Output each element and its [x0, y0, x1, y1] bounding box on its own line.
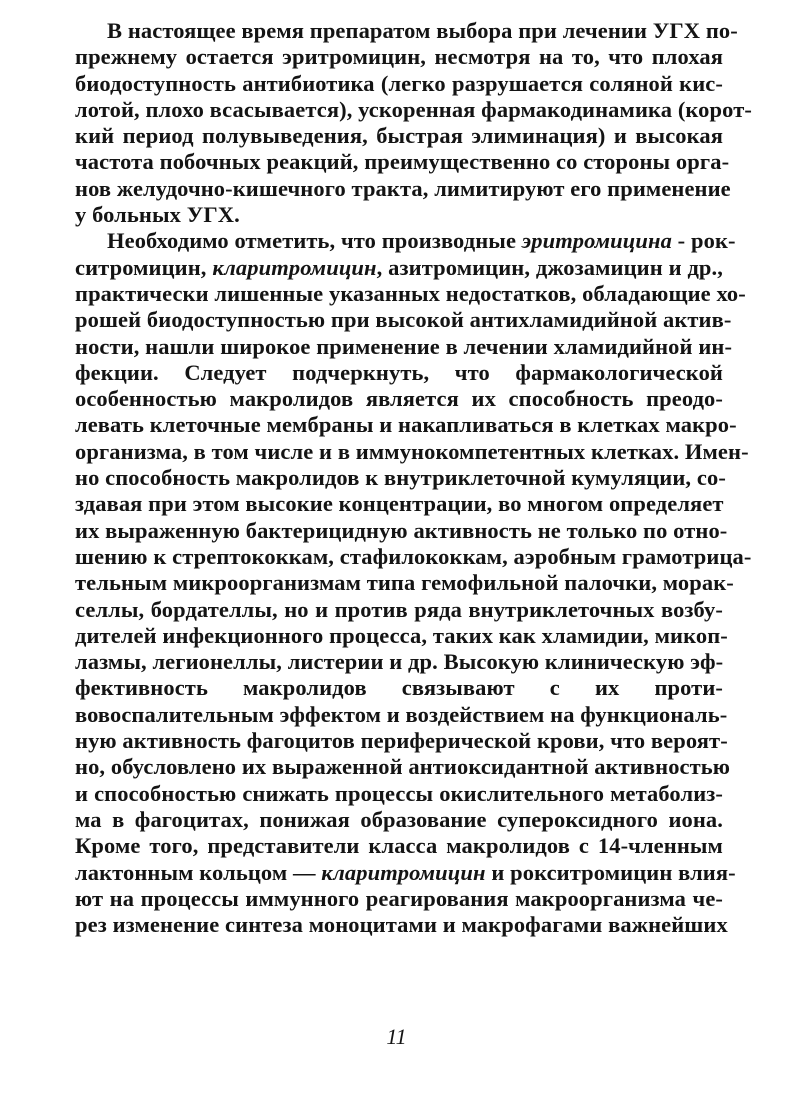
text-segment: здавая при этом высокие концентрации, во многом определяет [75, 491, 724, 517]
text-segment: селлы, бордателлы, но и против ряда внутриклеточных возбу- [75, 596, 723, 622]
text-segment: В настоящее время препаратом выбора при лечении УГХ по- [107, 18, 738, 43]
text-segment: левать клеточные мембраны и накапливаться в клетках макро- [75, 412, 737, 438]
text-segment: нов желудочно-кишечного тракта, лимитируют его применение [75, 175, 731, 201]
text-segment: и рокситромицин влия- [485, 859, 736, 885]
text-line [75, 701, 728, 728]
text-line [75, 438, 749, 465]
text-segment: их выраженную бактерицидную активность не только по отно- [75, 517, 728, 543]
text-line [75, 44, 723, 70]
text-segment: лазмы, легионеллы, листерии и др. Высокую клиническую эф- [75, 649, 724, 675]
text-segment: кий период полувыведения, быстрая элиминация) и высокая [75, 123, 723, 149]
text-segment: Кроме того, представители класса макролидов с 14-членным [75, 833, 723, 859]
text-line [75, 649, 723, 675]
text-segment: рез изменение синтеза моноцитами и макрофагами важнейших [75, 912, 728, 938]
text-segment: ситромицин, [75, 254, 213, 280]
text-segment: тельным микроорганизмам типа гемофильной палочки, морак- [75, 570, 734, 596]
text-segment: шению к стрептококкам, стафилококкам, аэробным грамотрица- [75, 543, 752, 569]
text-segment: дителей инфекционного процесса, таких как хламидии, микоп- [75, 622, 728, 648]
italic-term: эритромицина [521, 228, 672, 254]
italic-term: кларитромицин [212, 254, 377, 280]
text-line [75, 412, 737, 438]
text-segment: практически лишенные указанных недостатков, обладающие хо- [75, 280, 746, 306]
text-line [75, 175, 731, 202]
text-line [75, 675, 723, 701]
text-line [75, 228, 736, 254]
text-line [75, 360, 723, 386]
text-line [75, 807, 723, 833]
text-segment: организма, в том числе и в иммунокомпетентных клетках. Имен- [75, 438, 749, 464]
text-line [75, 280, 746, 307]
text-line [75, 912, 728, 938]
text-segment: биодоступность антибиотика (легко разрушается соляной кис- [75, 70, 723, 96]
text-line [75, 728, 728, 754]
text-segment: - рок- [671, 228, 736, 254]
text-segment: особенностью макролидов является их способность преодо- [75, 386, 723, 412]
text-line [75, 386, 723, 412]
text-segment: и способностью снижать процессы окислительного метаболиз- [75, 780, 723, 806]
text-line [75, 543, 752, 570]
text-line [75, 149, 730, 175]
text-line [75, 465, 726, 491]
body-text [75, 18, 752, 938]
text-segment: лактонным кольцом — [75, 859, 322, 885]
text-line [75, 18, 738, 44]
text-line [75, 307, 732, 333]
text-segment: лотой, плохо всасывается), ускоренная фармакодинамика (корот- [75, 96, 752, 122]
text-line [75, 123, 723, 149]
text-segment: вовоспалительным эффектом и воздействием на функциональ- [75, 701, 728, 727]
text-line [75, 255, 723, 281]
text-line [75, 859, 736, 886]
text-line [75, 71, 723, 97]
text-segment: фекции. Следует подчеркнуть, что фармакологической [75, 359, 723, 385]
text-segment: фективность макролидов связывают с их проти- [75, 675, 723, 701]
text-segment: частота побочных реакций, преимущественно со стороны орга- [75, 149, 730, 175]
text-segment: прежнему остается эритромицин, несмотря на то, что плохая [75, 44, 723, 70]
text-segment: ма в фагоцитах, понижая образование супероксидного иона. [75, 806, 723, 832]
text-line [75, 333, 733, 360]
text-line [75, 202, 723, 228]
text-segment: но способность макролидов к внутриклеточной кумуляции, со- [75, 465, 726, 491]
text-segment: ности, нашли широкое применение в лечении хламидийной ин- [75, 333, 733, 359]
text-segment: Необходимо отметить, что производные [107, 228, 522, 254]
paragraph [75, 18, 752, 228]
text-line [75, 96, 752, 123]
text-segment: но, обусловлено их выраженной антиоксидантной активностью [75, 754, 731, 780]
text-segment: у больных УГХ. [75, 202, 240, 228]
text-segment: ют на процессы иммунного реагирования макроорганизма че- [75, 885, 723, 911]
text-line [75, 781, 723, 807]
italic-term: кларитромицин [321, 859, 486, 885]
text-line [75, 570, 734, 596]
text-segment: , азитромицин, джозамицин и др., [376, 254, 723, 280]
text-line [75, 517, 728, 544]
page-number: 11 [386, 1024, 407, 1049]
text-segment: рошей биодоступностью при высокой антихламидийной актив- [75, 307, 732, 333]
text-line [75, 622, 728, 649]
text-line [75, 833, 723, 859]
text-line [75, 886, 723, 912]
paragraph [75, 228, 752, 938]
text-segment: ную активность фагоцитов периферической крови, что вероят- [75, 728, 728, 754]
text-line [75, 597, 723, 623]
text-line [75, 754, 731, 780]
text-line [75, 491, 723, 517]
